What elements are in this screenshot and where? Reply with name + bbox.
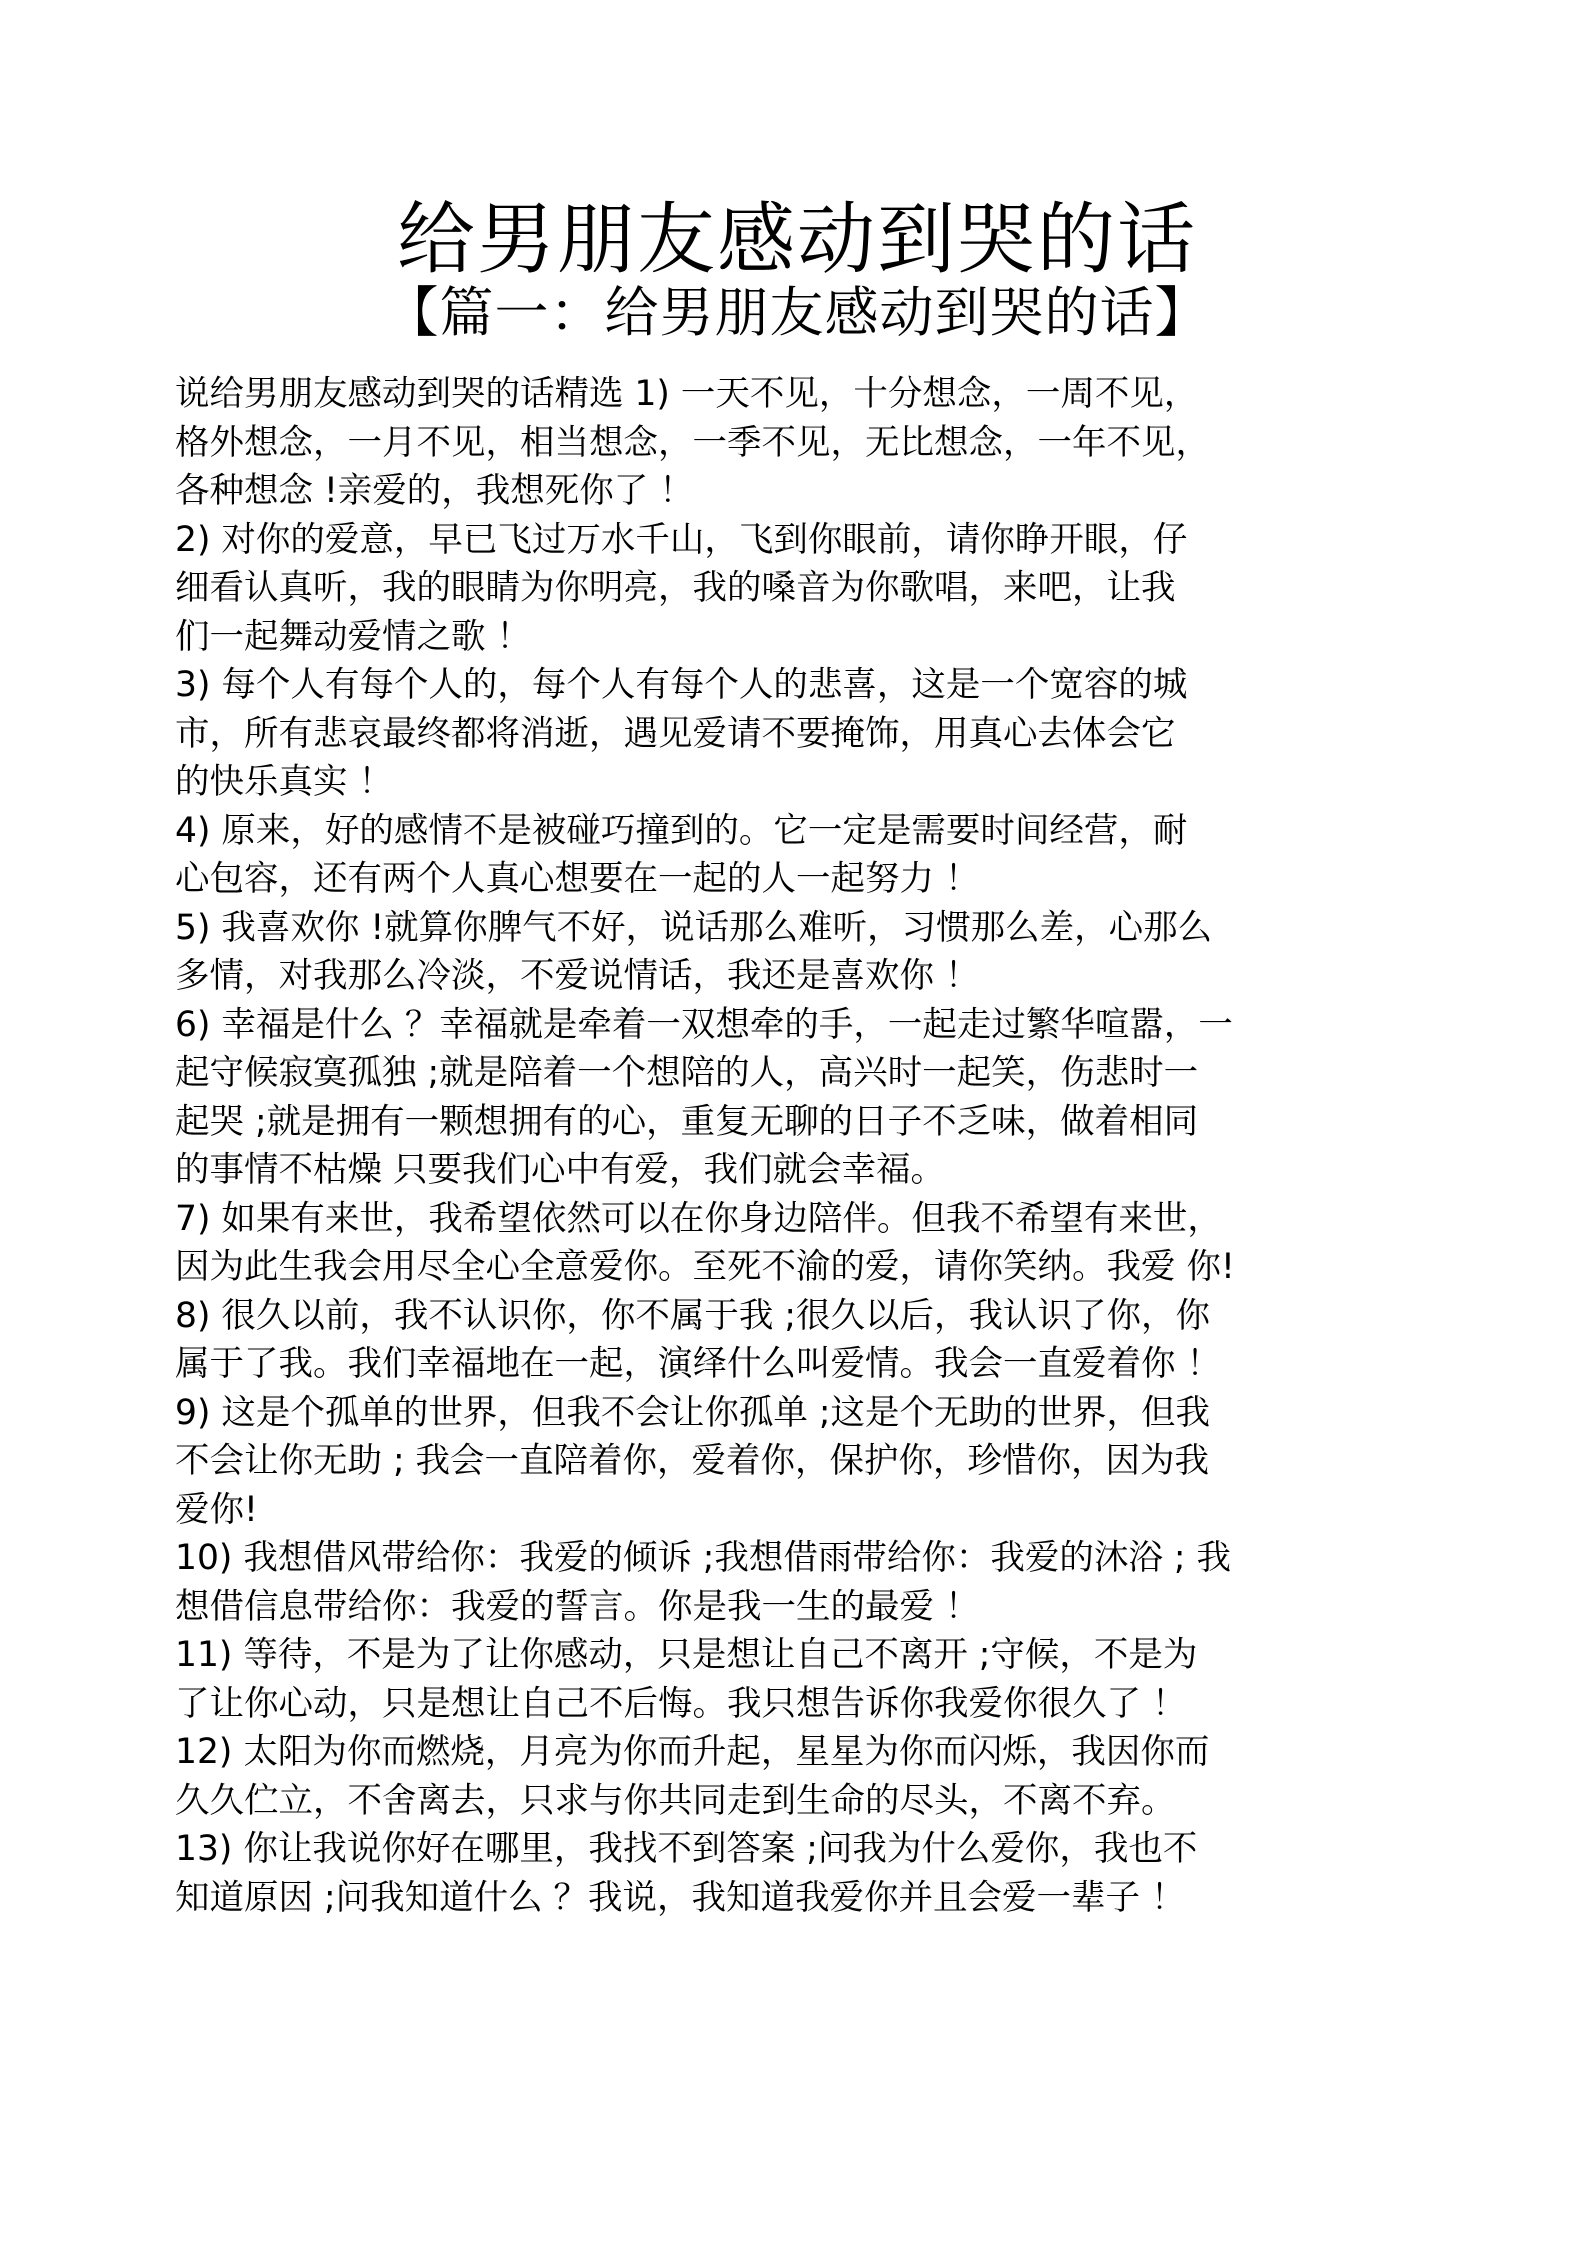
text-line: 们一起舞动爱情之歌 ！ bbox=[175, 616, 531, 657]
text-line: 不会让你无助 ; 我会一直陪着你，爱着你，保护你，珍惜你，因为我 bbox=[175, 1441, 1210, 1481]
text-line: 想借信息带给你：我爱的誓言。你是我一生的最爱 ！ bbox=[175, 1586, 980, 1627]
text-line: 因为此生我会用尽全心全意爱你。至死不渝的爱，请你笑纳。我爱 你! bbox=[175, 1247, 1235, 1287]
text-line: 12) 太阳为你而燃烧，月亮为你而升起，星星为你而闪烁，我因你而 bbox=[175, 1732, 1210, 1772]
document-title: 给男朋友感动到哭的话 bbox=[396, 195, 1197, 285]
text-line: 13) 你让我说你好在哪里，我找不到答案 ;问我为什么爱你，我也不 bbox=[175, 1829, 1198, 1869]
text-line: 9) 这是个孤单的世界，但我不会让你孤单 ;这是个无助的世界，但我 bbox=[175, 1392, 1210, 1433]
text-line: 起哭 ;就是拥有一颗想拥有的心，重复无聊的日子不乏味，做着相同 bbox=[175, 1101, 1199, 1142]
text-line: 10) 我想借风带给你：我爱的倾诉 ;我想借雨带给你：我爱的沐浴 ; 我 bbox=[175, 1538, 1231, 1578]
text-line: 细看认真听，我的眼睛为你明亮，我的嗓音为你歌唱，来吧，让我 bbox=[175, 568, 1176, 608]
text-line: 久久伫立，不舍离去，只求与你共同走到生命的尽头，不离不弃。 bbox=[175, 1780, 1176, 1821]
text-line: 多情，对我那么冷淡，不爱说情话，我还是喜欢你 ！ bbox=[175, 956, 980, 996]
text-line: 各种想念 !亲爱的，我想死你了 ！ bbox=[175, 471, 694, 511]
text-line: 5) 我喜欢你 !就算你脾气不好，说话那么难听，习惯那么差，心那么 bbox=[175, 907, 1213, 948]
text-line: 市，所有悲哀最终都将消逝，遇见爱请不要掩饰，用真心去体会它 bbox=[175, 713, 1176, 754]
text-line: 7) 如果有来世，我希望依然可以在你身边陪伴。但我不希望有来世， bbox=[175, 1198, 1222, 1239]
text-line: 的事情不枯燥 只要我们心中有爱，我们就会幸福。 bbox=[175, 1150, 945, 1190]
text-line: 心包容，还有两个人真心想要在一起的人一起努力 ！ bbox=[175, 859, 980, 899]
text-line: 说给男朋友感动到哭的话精选 1) 一天不见，十分想念，一周不见， bbox=[175, 374, 1199, 414]
text-line: 起守候寂寞孤独 ;就是陪着一个想陪的人，高兴时一起笑，伤悲时一 bbox=[175, 1053, 1199, 1093]
text-line: 知道原因 ;问我知道什么 ？我说，我知道我爱你并且会爱一辈子 ！ bbox=[175, 1877, 1186, 1918]
section-heading: 【篇一：给男朋友感动到哭的话】 bbox=[384, 281, 1210, 344]
text-line: 爱你! bbox=[175, 1489, 258, 1530]
text-line: 的快乐真实 ！ bbox=[175, 762, 393, 802]
text-line: 2) 对你的爱意，早已飞过万水千山，飞到你眼前，请你睁开眼，仔 bbox=[175, 519, 1188, 560]
text-line: 3) 每个人有每个人的，每个人有每个人的悲喜，这是一个宽容的城 bbox=[175, 665, 1188, 705]
text-line: 6) 幸福是什么 ？幸福就是牵着一双想牵的手，一起走过繁华喧嚣，一 bbox=[175, 1004, 1233, 1045]
text-line: 4) 原来，好的感情不是被碰巧撞到的。它一定是需要时间经营，耐 bbox=[175, 810, 1188, 851]
body-text bbox=[175, 370, 1425, 1922]
text-line: 格外想念，一月不见，相当想念，一季不见，无比想念，一年不见， bbox=[175, 422, 1210, 463]
text-line: 11) 等待，不是为了让你感动，只是想让自己不离开 ;守候，不是为 bbox=[175, 1635, 1198, 1675]
text-line: 属于了我。我们幸福地在一起，演绎什么叫爱情。我会一直爱着你 ！ bbox=[175, 1344, 1221, 1384]
text-line: 8) 很久以前，我不认识你，你不属于我 ;很久以后，我认识了你，你 bbox=[175, 1295, 1210, 1336]
text-line: 了让你心动，只是想让自己不后悔。我只想告诉你我爱你很久了 ！ bbox=[175, 1683, 1187, 1724]
